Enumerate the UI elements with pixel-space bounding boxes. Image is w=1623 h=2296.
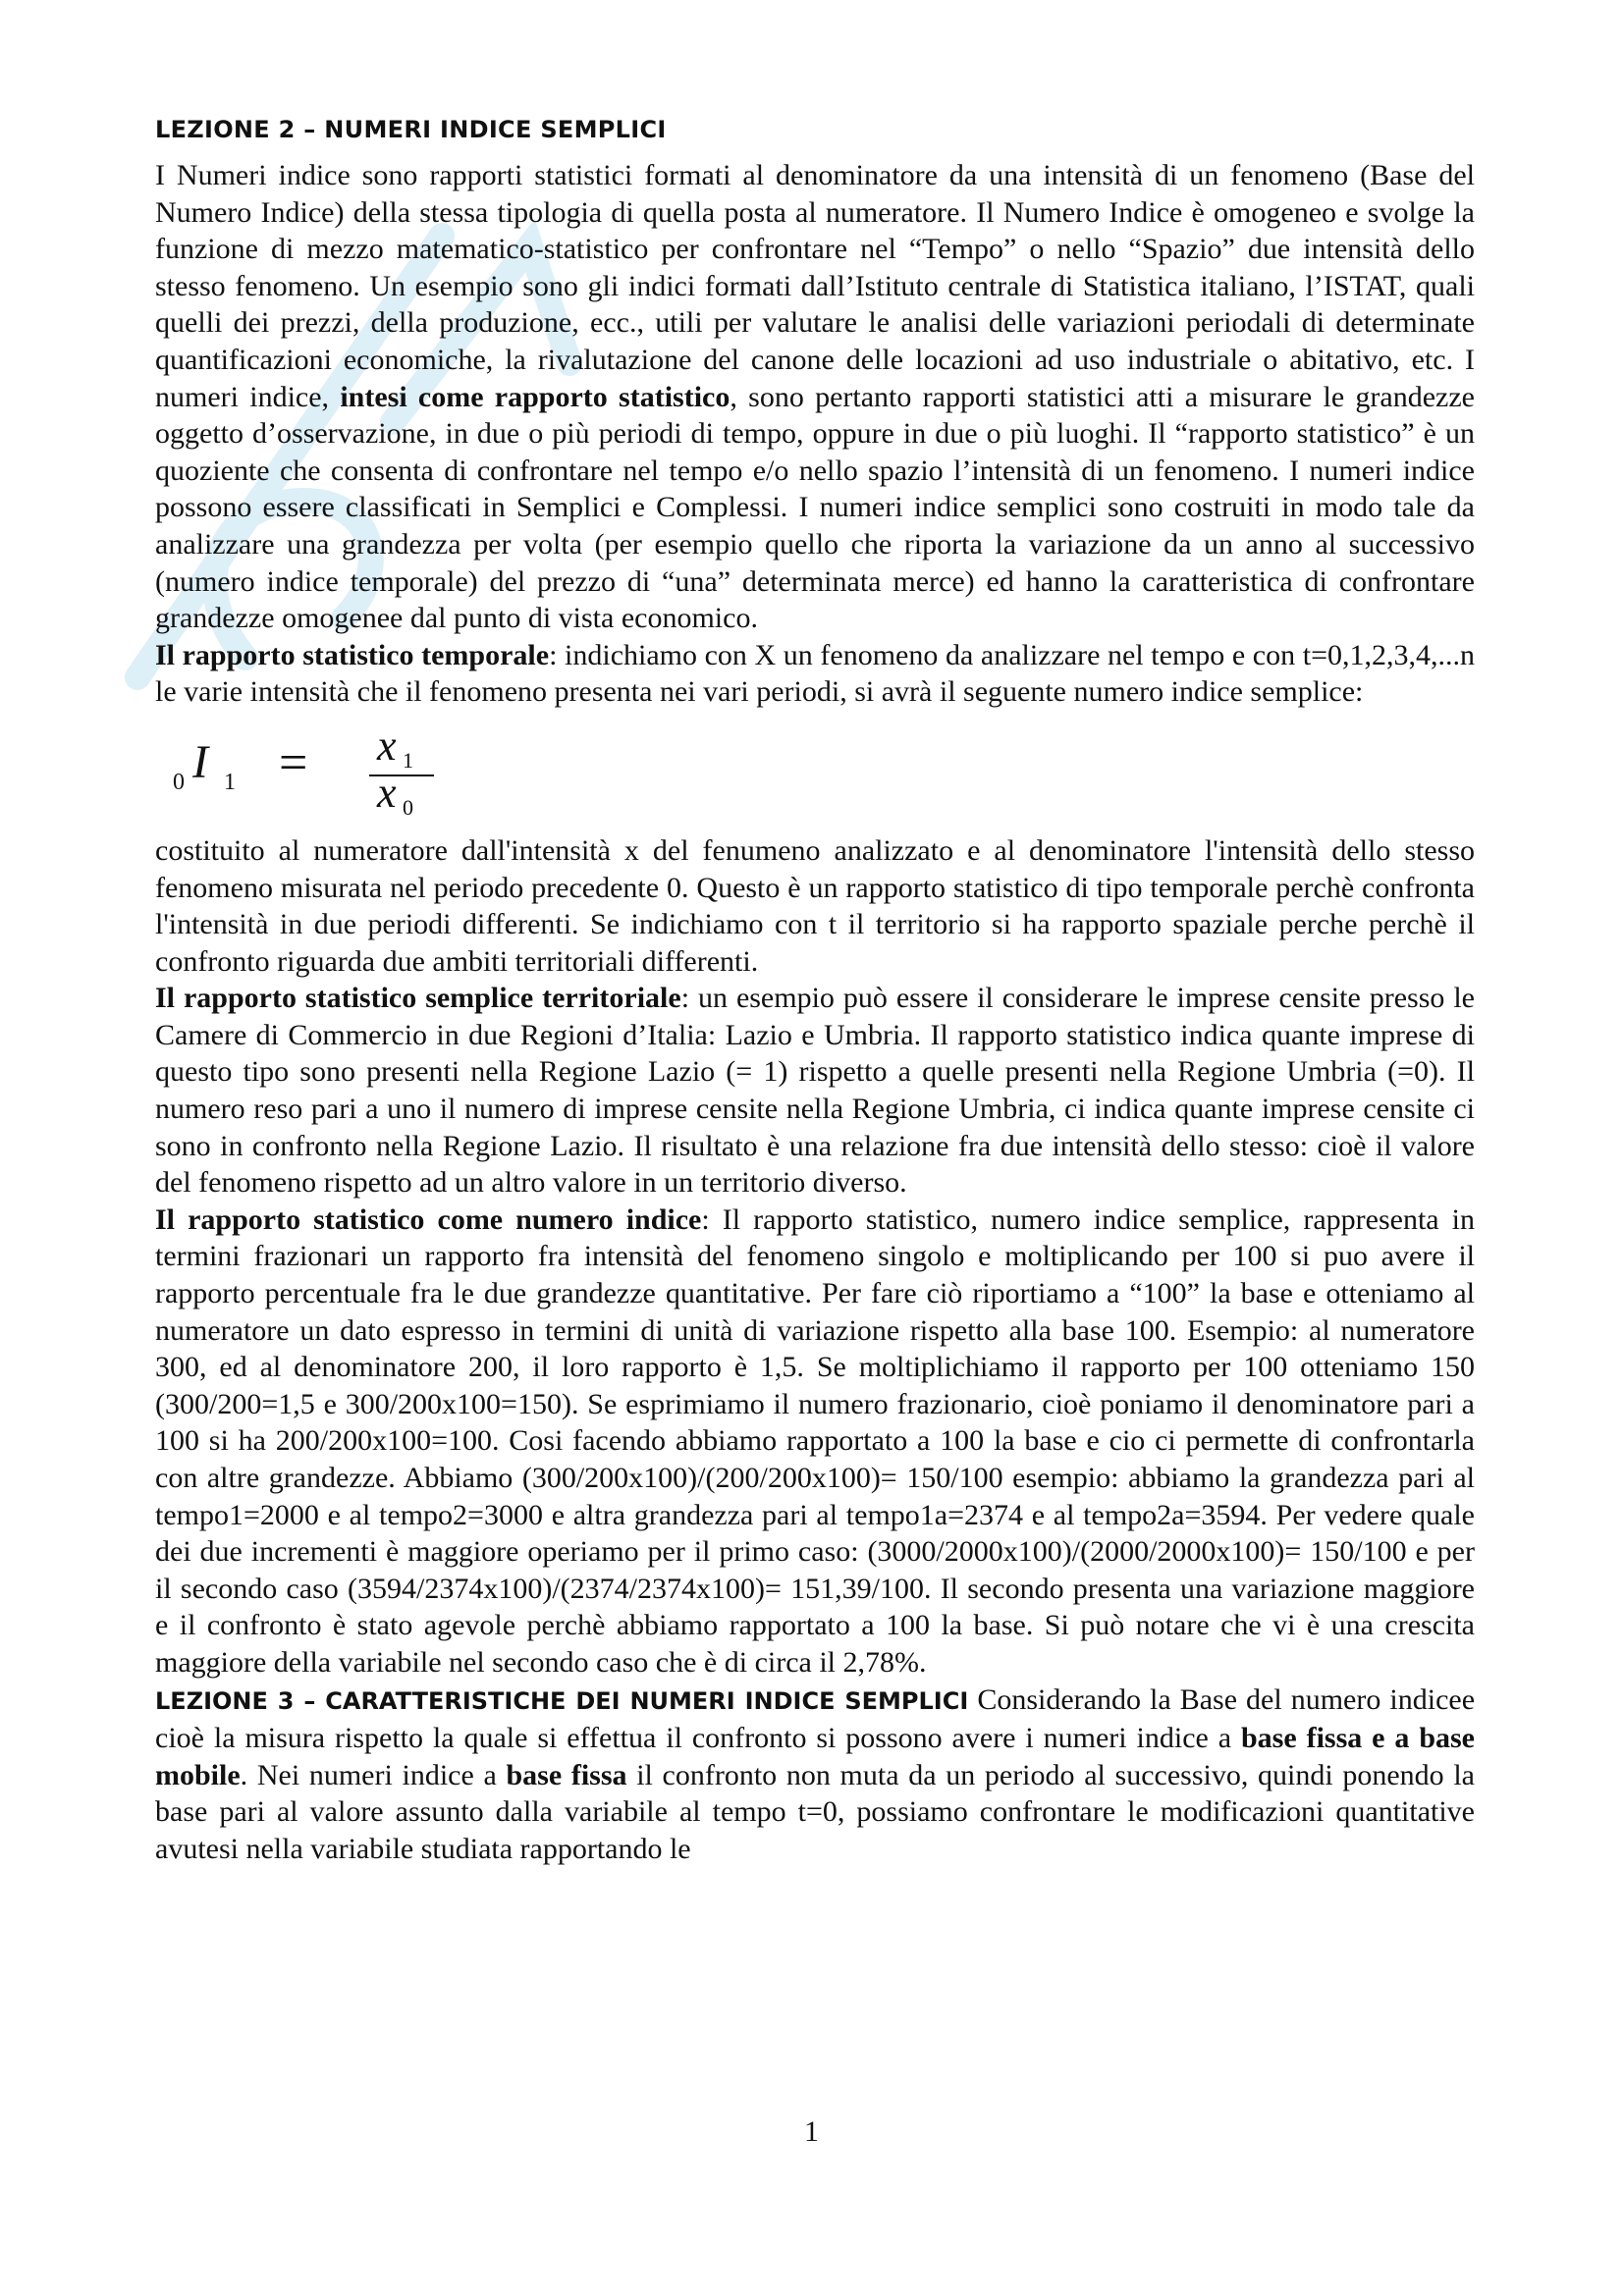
formula-numerator: x <box>377 721 397 770</box>
territorial-paragraph <box>155 980 1475 1201</box>
formula-denominator-subscript: 0 <box>403 794 413 819</box>
document-page <box>155 116 1475 1868</box>
lesson-3-text-b: . Nei numeri indice a <box>240 1758 497 1791</box>
intro-text-b: , sono pertanto rapporti statistici atti a misurare le grandezze oggetto d’osservazione, in due o più periodi di tempo, oppure in due o più luoghi. Il “rapporto statistico” è un quoziente che consenta di confrontare nel tempo e/o nello spazio l’intensità di un fenomeno. I numeri indice possono essere classificati in Semplici e Complessi. I numeri indice semplici sono costruiti in modo tale da analizzare una grandezza per volta (per esempio quello che riporta la variazione da un anno al successivo (numero indice temporale) del prezzo di “una” determinata merce) ed hanno la caratteristica di confrontare grandezze omogenee dal punto di vista economico. <box>155 380 1475 635</box>
lesson-3-bold-b: base fissa <box>506 1758 627 1791</box>
temporal-heading: Il rapporto statistico temporale <box>155 638 550 671</box>
intro-text-a: I Numeri indice sono rapporti statistici formati al denominatore da una intensità di un fenomeno (Base del Numero Indice) della stessa tipologia di quella posta al numeratore. Il Numero Indice è omogeneo e svolge la funzione di mezzo matematico-statistico per confrontare nel “Tempo” o nello “Spazio” due intensità dello stesso fenomeno. Un esempio sono gli indici formati dall’Istituto centrale di Statistica italiano, l’ISTAT, quali quelli dei prezzi, della produzione, ecc., utili per valutare le analisi delle variazioni periodali di determinate quantificazioni economiche, la rivalutazione del canone delle locazioni ad uso industriale o abitativo, etc. I numeri indice, <box>155 159 1475 413</box>
territorial-text: : un esempio può essere il considerare le imprese censite presso le Camere di Commercio in due Regioni d’Italia: Lazio e Umbria. Il rapporto statistico indica quante imprese di questo tipo sono presenti nella Regione Lazio (= 1) rispetto a quelle presenti nella Regione Umbria (=0). Il numero reso pari a uno il numero di imprese censite nella Regione Umbria, ci indica quante imprese censite ci sono in confronto nella Regione Lazio. Il risultato è una relazione fra due intensità dello stesso: cioè il valore del fenomeno rispetto ad un altro valore in un territorio diverso. <box>155 982 1475 1200</box>
formula-equals: = <box>279 734 308 791</box>
lesson-3-text-c: il confronto non muta da un periodo al successivo, quindi ponendo la base pari al valore assunto dalla variabile al tempo t=0, possiamo confrontare le modificazioni quantitative avutesi nella variabile studiata rapportando le <box>155 1758 1475 1865</box>
formula-index-symbol: I <box>192 735 208 788</box>
index-heading: Il rapporto statistico come numero indice <box>155 1202 702 1236</box>
formula-numerator-subscript: 1 <box>403 747 413 773</box>
formula-right-subscript: 1 <box>224 769 236 795</box>
territorial-heading: Il rapporto statistico semplice territoriale <box>155 982 681 1015</box>
lesson-3-paragraph <box>155 1682 1475 1868</box>
intro-paragraph <box>155 157 1475 637</box>
page-number: 1 <box>804 2115 819 2148</box>
index-formula <box>155 721 1475 828</box>
lesson-3-heading: LEZIONE 3 – CARATTERISTICHE DEI NUMERI INDICE SEMPLICI <box>155 1686 969 1715</box>
lesson-2-heading: LEZIONE 2 – NUMERI INDICE SEMPLICI <box>155 116 667 143</box>
intro-bold: intesi come rapporto statistico <box>340 380 730 413</box>
lesson-3-bold-a: base fissa e a base mobile <box>155 1722 1475 1791</box>
index-text: : Il rapporto statistico, numero indice semplice, rappresenta in termini frazionari un rapporto fra intensità del fenomeno singolo e moltiplicando per 100 si puo avere il rapporto percentuale fra le due grandezze quantitative. Per fare ciò riportiamo a “100” la base e otteniamo al numeratore un dato espresso in termini di unità di variazione rispetto alla base 100. Esempio: al numeratore 300, ed al denominatore 200, il loro rapporto è 1,5. Se moltiplichiamo il rapporto per 100 otteniamo 150 (300/200=1,5 e 300/200x100=150). Se esprimiamo il numero frazionario, cioè poniamo il denominatore pari a 100 si ha 200/200x100=100. Cosi facendo abbiamo rapportato a 100 la base e cio ci permette di confrontarla con altre grandezze. Abbiamo (300/200x100)/(200/200x100)= 150/100 esempio: abbiamo la grandezza pari al tempo1=2000 e al tempo2=3000 e altra grandezza pari al tempo1a=2374 e al tempo2a=3594. Per vedere quale dei due incrementi è maggiore operiamo per il primo caso: (3000/2000x100)/(2000/2000x100)= 150/100 e per il secondo caso (3594/2374x100)/(2374/2374x100)= 151,39/100. Il secondo presenta una variazione maggiore e il confronto è stato agevole perchè abbiamo rapportato a 100 la base. Si può notare che vi è una crescita maggiore della variabile nel secondo caso che è di circa il 2,78%. <box>155 1202 1475 1679</box>
temporal-text: : indichiamo con X un fenomeno da analizzare nel tempo e con t=0,1,2,3,4,...n le varie intensità che il fenomeno presenta nei vari periodi, si avrà il seguente numero indice semplice: <box>155 638 1475 709</box>
after-formula-paragraph: costituito al numeratore dall'intensità x del fenumeno analizzato e al denominatore l'intensità dello stesso fenomeno misurata nel periodo precedente 0. Questo è un rapporto statistico di tipo temporale perchè confronta l'intensità in due periodi differenti. Se indichiamo con t il territorio si ha rapporto spaziale perche perchè il confronto riguarda due ambiti territoriali differenti. <box>155 833 1475 978</box>
index-paragraph <box>155 1201 1475 1682</box>
lesson-3-text-a: Considerando la Base del numero indicee cioè la misura rispetto la quale si effettua il confronto si possono avere i numeri indice a <box>155 1682 1476 1755</box>
temporal-paragraph <box>155 637 1475 711</box>
formula-denominator: x <box>377 768 397 817</box>
formula-left-subscript: 0 <box>173 769 185 795</box>
